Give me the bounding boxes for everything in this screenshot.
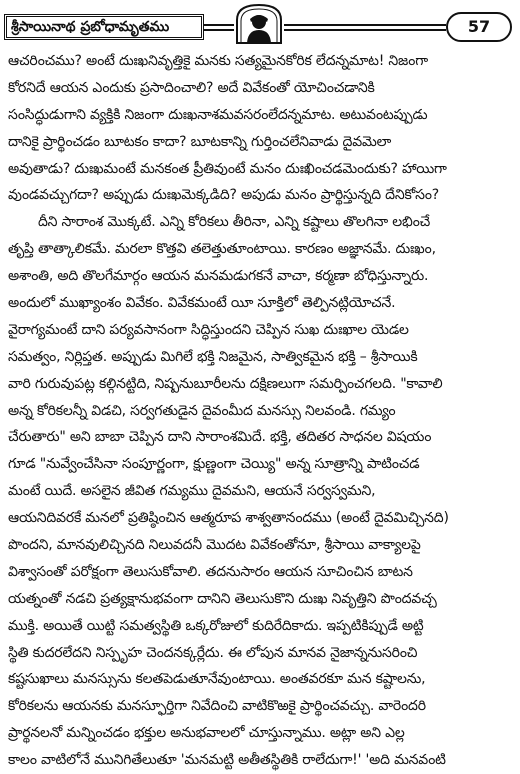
header-rule-left (204, 24, 234, 31)
text-line: యత్నంతో నడచి ప్రత్యక్షానుభవంగా దానిని తెలుసుకొని దుఃఖ నివృత్తిని పొందవచ్చ (8, 590, 437, 607)
text-line: కష్టసుఖాలు మనస్సును కలతపెడుతూనేవుంటాయి. అంతవరకూ మన కష్టాలను, (8, 671, 426, 688)
text-line: ఆయనిదివరకే మనలో ప్రతిష్ఠించిన ఆత్మరూప శాశ్వతానందము (అంటే దైవమిచ్చినది) (8, 510, 449, 527)
text-line: అశాంతి, అది తొలగేమార్గం ఆయన మనమడుగకనే వాచా, కర్మణా బోధిస్తున్నారు. (8, 268, 429, 285)
text-line: అన్న కోరికలన్నీ విడచి, సర్వగతుడైన దైవంమీద మనస్సు నిలవండి. గమ్యం (8, 402, 396, 419)
header-rule-right (284, 24, 446, 31)
text-line: వుండవచ్చుగదా? అప్పుడు దుఃఖమెక్కడిది? అపుడు మనం ప్రార్థిస్తున్నది దేనికోసం? (8, 187, 440, 204)
text-line: దానికై ప్రార్థించడం బూటకం కాదా? బూటకాన్ని గుర్తించలేనివాడు దైవమెలా (8, 133, 392, 150)
text-line: ప్రార్థనలనో మన్నించడం భక్తుల అనుభవాలలో చూస్తున్నాము. అట్లా అని ఎల్ల (8, 725, 405, 742)
text-line: వైరాగ్యమంటే దాని పర్యవసానంగా సిద్ధిస్తుందని చెప్పిన సుఖ దుఃఖాల యెడల (8, 321, 409, 338)
text-line: తృప్తి తాత్కాలికమే. మరలా కొత్తవి తలెత్తుతూంటాయి. కారణం అజ్ఞానమే. దుఃఖం, (8, 241, 436, 258)
text-line: కోరికలను ఆయనకు మనస్ఫూర్తిగా నివేదించి వాటికొఱకై ప్రార్థించవచ్చు. వారెందరి (8, 698, 426, 715)
sai-baba-portrait-emblem-icon (234, 2, 284, 44)
text-line: అందులో ముఖ్యాంశం వివేకం. వివేకమంటే యీ సూక్తిలో తెల్పినట్లియోచనే. (8, 295, 396, 312)
text-line: కోరనిదే ఆయన ఎందుకు ప్రసాదించాలి? అదే వివేకంతో యోచించడానికి (8, 79, 375, 96)
book-title: శ్రీసాయినాథ ప్రబోధామృతము (4, 14, 204, 40)
text-line: సంసిద్ధుడుగాని వ్యక్తికి నిజంగా దుఃఖనాశమవసరంలేదన్నమాట. అటువంటప్పుడు (8, 106, 428, 123)
text-line: విశ్వాసంతో పరోక్షంగా తెలుసుకోవాలి. తదనుసారం ఆయన సూచించిన బాటన (8, 563, 413, 580)
text-line: ఆచరించము? అంటే దుఃఖనివృత్తికై మనకు సత్యమైనకోరిక లేదన్నమాట! నిజంగా (8, 53, 428, 69)
text-line: గూడ "నువ్వేంచేసినా సంపూర్ణంగా, క్షుణ్ణంగా చెయ్యి" అన్న సూత్రాన్ని పాటించడ (8, 456, 420, 473)
page-number: 57 (446, 12, 512, 42)
text-line: వారి గురువుపట్ల కల్గినట్టిది, నిష్పనుబూరీలను దక్షిణలుగా సమర్పించగలది. "కావాలి (8, 375, 443, 392)
text-line: ముక్తి. అయితే యిట్టి సమత్వస్థితి ఒక్కరోజులో కుదిరేదికాదు. ఇప్పటికిప్పుడే అట్టి (8, 617, 424, 634)
text-line: స్థితి కుదరలేదని నిస్పృహ చెందనక్కర్లేదు. ఈ లోపున మానవ నైజాన్ననుసరించి (8, 644, 418, 661)
page-header (0, 0, 520, 44)
page-body (8, 48, 514, 774)
text-line: పొందని, మానవులిచ్చినది నిలువదనీ మొదట వివేకంతోనూ, శ్రీసాయి వాక్యాలపై (8, 537, 421, 554)
text-line: అవుతాడు? దుఃఖమంటే మనకంత ప్రీతివుంటే మనం దుఃఖించడమెందుకు? హాయిగా (8, 160, 447, 177)
text-line: చేరుతారు" అని బాబా చెప్పిన దాని సారాంశమిదే. భక్తి, తదితర సాధనల విషయం (8, 429, 432, 446)
paragraph-start-line: దీని సారాంశ మొక్కటే. ఎన్ని కోరికలు తీరినా, ఎన్ని కష్టాలు తొలగినా లభించే (38, 214, 431, 231)
text-line: సమత్వం, నిర్లిప్తత. అప్పుడు మిగిలే భక్తి నిజమైన, సాత్వికమైన భక్తి – శ్రీసాయికి (8, 348, 418, 365)
text-line: మంటే యిదే. అసలైన జీవిత గమ్యము దైవమని, ఆయనే సర్వస్వమని, (8, 483, 376, 500)
text-line: కాలం వాటిలోనే మునిగితేలుతూ 'మనమట్టి అతీతస్థితికి రాలేదుగా!' 'అది మనవంటి (8, 752, 446, 769)
